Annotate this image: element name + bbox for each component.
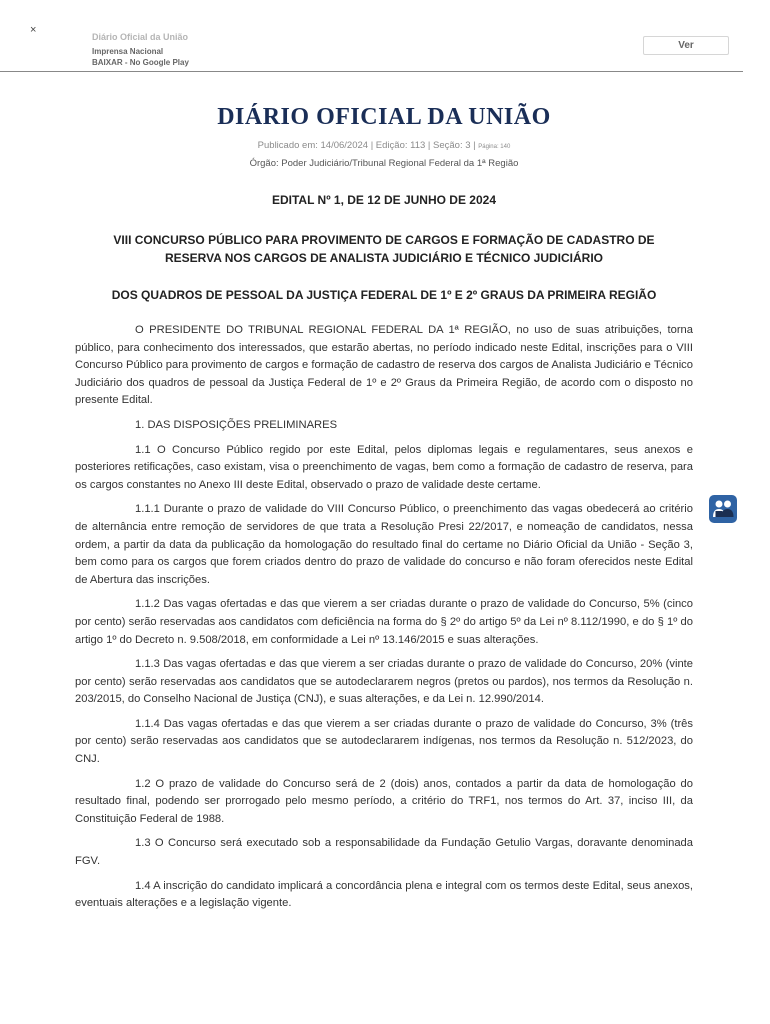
concurso-heading-line: VIII CONCURSO PÚBLICO PARA PROVIMENTO DE CARGOS E FORMAÇÃO DE CADASTRO DE [113, 233, 655, 247]
banner-app-name: Diário Oficial da União [92, 32, 189, 42]
people-icon [709, 495, 737, 523]
accessibility-widget-button[interactable] [709, 495, 737, 523]
app-banner [92, 32, 189, 68]
paragraph: 1.1 O Concurso Público regido por este Edital, pelos diplomas legais e regulamentares, seus anexos e posteriores retificações, caso existam, visa o preenchimento de vagas, bem como a formação de cadastro de reserva, para os cargos constantes no Anexo III deste Edital, observado o prazo de validade deste certame. [75, 443, 693, 491]
view-app-button[interactable]: Ver [643, 36, 729, 55]
document-body [75, 322, 693, 913]
close-banner-button[interactable]: × [30, 24, 37, 36]
paragraph: 1.1.3 Das vagas ofertadas e das que vierem a ser criadas durante o prazo de validade do Concurso, 20% (vinte por cento) serão reservadas aos candidatos que se autodeclararem negros (pretos ou pardos), nos termos da Resolução n. 203/2015, do Conselho Nacional de Justiça (CNJ), e suas alterações, e da Lei n. 12.990/2014. [75, 658, 693, 706]
publication-info: Publicado em: 14/06/2024 | Edição: 113 | Seção: 3 | [257, 140, 476, 151]
paragraph: 1.1.4 Das vagas ofertadas e das que vierem a ser criadas durante o prazo de validade do Concurso, 3% (três por cento) serão reservadas aos candidatos que se autodeclararem indígenas, nos termos da Resolução n. 512/2023, do CNJ. [75, 717, 693, 766]
publication-meta [75, 140, 693, 151]
paragraph: 1.1.1 Durante o prazo de validade do VIII Concurso Público, o preenchimento das vagas obedecerá ao critério de alternância entre remoção de servidores de que trata a Resolução Presi 22/2017, e nomeação de candidatos, nessa ordem, a partir da data da publicação da homologação do resultado final do certame no Diário Oficial da União - Seção 3, bem como para os cargos que forem criados dentro do prazo de validade do concurso e não foram oferecidos neste Edital de Abertura das inscrições. [75, 503, 693, 586]
concurso-heading [75, 231, 693, 267]
paragraph: 1.3 O Concurso será executado sob a responsabilidade da Fundação Getulio Vargas, doravante denominada FGV. [75, 837, 693, 868]
paragraph: 1.4 A inscrição do candidato implicará a concordância plena e integral com os termos deste Edital, seus anexos, eventuais alterações e a legislação vigente. [75, 879, 693, 910]
edital-heading: EDITAL Nº 1, DE 12 DE JUNHO DE 2024 [271, 193, 496, 207]
banner-divider [0, 71, 743, 72]
quadros-heading: DOS QUADROS DE PESSOAL DA JUSTIÇA FEDERAL DE 1º E 2º GRAUS DA PRIMEIRA REGIÃO [111, 288, 657, 302]
concurso-heading-line: RESERVA NOS CARGOS DE ANALISTA JUDICIÁRIO E TÉCNICO JUDICIÁRIO [164, 251, 604, 265]
paragraph: 1.1.2 Das vagas ofertadas e das que vierem a ser criadas durante o prazo de validade do Concurso, 5% (cinco por cento) serão reservadas aos candidatos com deficiência na forma do § 2º do artigo 5º da Lei nº 8.112/1990, e do § 1º do artigo 1º do Decreto n. 9.508/2018, em conformidade a Lei nº 13.146/2015 e suas alterações. [75, 598, 693, 646]
page-number: Página: 140 [478, 144, 511, 150]
document [75, 104, 693, 920]
section-heading: 1. DAS DISPOSIÇÕES PRELIMINARES [135, 418, 338, 431]
banner-store-link: BAIXAR - No Google Play [92, 58, 189, 67]
page-title: DIÁRIO OFICIAL DA UNIÃO [217, 104, 551, 130]
paragraph: 1.2 O prazo de validade do Concurso será de 2 (dois) anos, contados a partir da data de homologação do resultado final, podendo ser prorrogado pelo mesmo período, a critério do TRF1, nos termos do Art. 37, inciso III, da Constituição Federal de 1988. [75, 777, 693, 825]
organ-line: Órgão: Poder Judiciário/Tribunal Regional Federal da 1ª Região [249, 158, 519, 169]
paragraph: O PRESIDENTE DO TRIBUNAL REGIONAL FEDERAL DA 1ª REGIÃO, no uso de suas atribuições, torna público, para conhecimento dos interessados, que estarão abertas, no período indicado neste Edital, inscrições para o VIII Concurso Público para provimento de cargos e formação de cadastro de reserva dos cargos de Analista Judiciário e Técnico Judiciário dos quadros de pessoal da Justiça Federal de 1º e 2º Graus da Primeira Região, de acordo com o disposto no presente Edital. [75, 324, 693, 407]
banner-publisher: Imprensa Nacional [92, 47, 164, 56]
